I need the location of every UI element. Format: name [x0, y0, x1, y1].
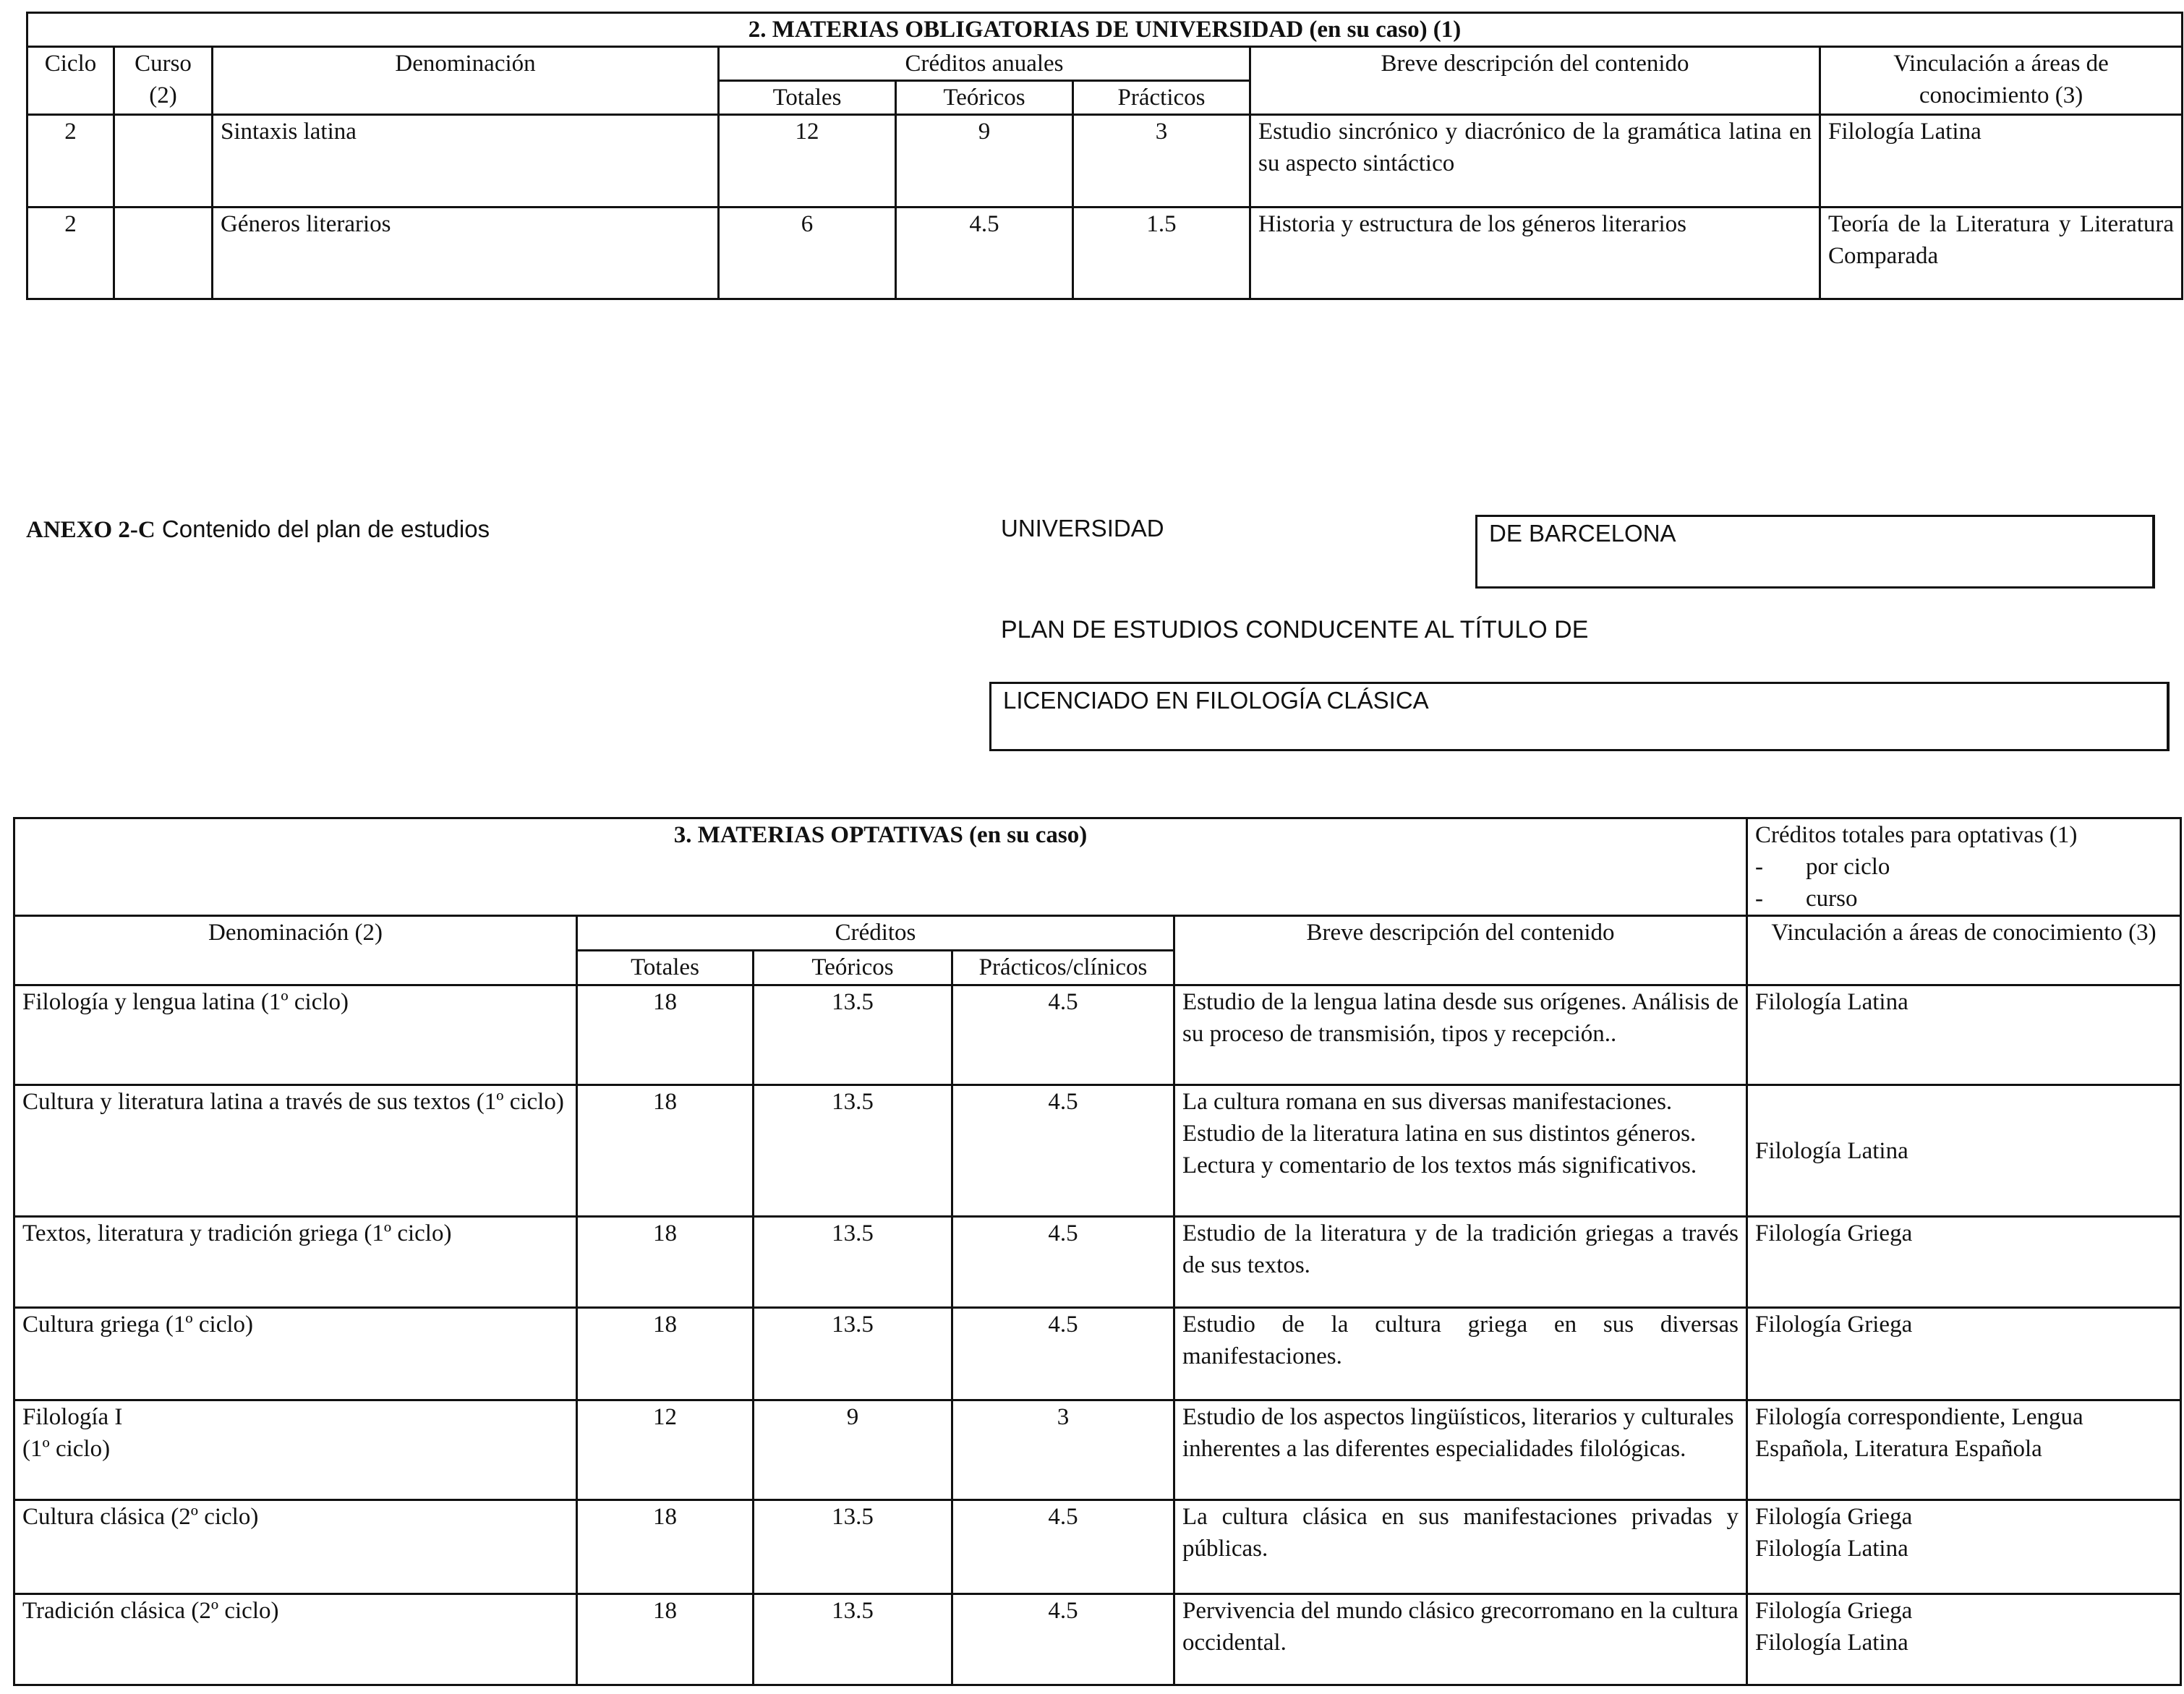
cell-vinculacion-line2: Filología Latina — [1755, 1630, 1908, 1656]
cell-denominacion: Sintaxis latina — [213, 115, 719, 208]
cell-totales: 18 — [577, 1500, 754, 1594]
cell-vinculacion: Filología Griega — [1747, 1217, 2181, 1308]
cell-vinculacion: Filología Latina — [1747, 985, 2181, 1085]
cell-teoricos: 13.5 — [754, 1217, 952, 1308]
cell-curso — [114, 208, 213, 299]
header-teoricos: Teóricos — [754, 951, 952, 985]
cell-denominacion — [14, 1400, 577, 1500]
cell-curso — [114, 115, 213, 208]
section3-title: 3. MATERIAS OPTATIVAS (en su caso) — [14, 818, 1747, 916]
cell-denominacion: Cultura y literatura latina a través de sus textos (1º ciclo) — [14, 1085, 577, 1217]
table-row — [27, 115, 2183, 208]
table-row — [14, 1500, 2181, 1594]
header-totales: Totales — [577, 951, 754, 985]
cell-denominacion-line2: (1º ciclo) — [22, 1436, 111, 1462]
cell-denominacion: Cultura griega (1º ciclo) — [14, 1308, 577, 1400]
header-vinculacion: Vinculación a áreas de conocimiento (3) — [1820, 47, 2183, 115]
header-denominacion: Denominación — [213, 47, 719, 115]
cell-vinculacion: Filología Griega — [1747, 1308, 2181, 1400]
cell-denominacion-line1: Filología I — [22, 1404, 123, 1430]
cell-totales: 12 — [719, 115, 896, 208]
list-item — [1755, 851, 2172, 883]
list-item — [1755, 883, 2172, 915]
header-denominacion: Denominación (2) — [14, 916, 577, 985]
anexo-label: ANEXO 2-C — [26, 517, 155, 543]
cell-denominacion: Cultura clásica (2º ciclo) — [14, 1500, 577, 1594]
cell-totales: 18 — [577, 985, 754, 1085]
optativas-table — [13, 817, 2182, 1686]
cell-descripcion: Historia y estructura de los géneros literarios — [1250, 208, 1820, 299]
cell-vinculacion: Filología Latina — [1820, 115, 2183, 208]
header-creditos: Créditos anuales — [719, 47, 1250, 81]
section2-title: 2. MATERIAS OBLIGATORIAS DE UNIVERSIDAD (en su caso) (1) — [27, 13, 2183, 47]
cell-practicos: 4.5 — [952, 1217, 1174, 1308]
header-practicos: Prácticos/clínicos — [952, 951, 1174, 985]
cell-teoricos: 13.5 — [754, 1085, 952, 1217]
cell-practicos: 4.5 — [952, 1500, 1174, 1594]
anexo-heading — [26, 516, 490, 544]
table-row — [14, 985, 2181, 1085]
header-curso — [114, 47, 213, 115]
cell-vinculacion-line1: Filología Griega — [1755, 1598, 1913, 1624]
header-curso-line2: (2) — [149, 82, 177, 108]
list-item-text: por ciclo — [1806, 854, 1890, 880]
cell-descripcion: Estudio de la literatura y de la tradición griegas a través de sus textos. — [1174, 1217, 1747, 1308]
table-row — [27, 208, 2183, 299]
table-row — [14, 1594, 2181, 1685]
creditos-totales-label: Créditos totales para optativas (1) — [1755, 822, 2078, 848]
cell-descripcion: La cultura romana en sus diversas manifestaciones. Estudio de la literatura latina en sus distintos géneros. Lectura y comentario de los textos más significativos. — [1174, 1085, 1747, 1217]
cell-totales: 6 — [719, 208, 896, 299]
header-totales: Totales — [719, 81, 896, 115]
table-row — [14, 1308, 2181, 1400]
cell-vinculacion: Filología correspondiente, Lengua Española, Literatura Española — [1747, 1400, 2181, 1500]
cell-teoricos: 13.5 — [754, 1500, 952, 1594]
cell-teoricos: 9 — [896, 115, 1073, 208]
header-descripcion: Breve descripción del contenido — [1174, 916, 1747, 985]
cell-descripcion: Pervivencia del mundo clásico grecorromano en la cultura occidental. — [1174, 1594, 1747, 1685]
creditos-totales-list — [1755, 851, 2172, 915]
cell-descripcion: Estudio de los aspectos lingüísticos, literarios y culturales inherentes a las diferentes especialidades filológicas. — [1174, 1400, 1747, 1500]
cell-descripcion: Estudio de la cultura griega en sus diversas manifestaciones. — [1174, 1308, 1747, 1400]
header-descripcion: Breve descripción del contenido — [1250, 47, 1820, 115]
titulo-field — [989, 682, 2170, 751]
header-vinculacion: Vinculación a áreas de conocimiento (3) — [1747, 916, 2181, 985]
cell-totales: 12 — [577, 1400, 754, 1500]
cell-ciclo: 2 — [27, 115, 114, 208]
cell-vinculacion — [1747, 1594, 2181, 1685]
header-teoricos: Teóricos — [896, 81, 1073, 115]
cell-practicos: 4.5 — [952, 985, 1174, 1085]
header-creditos: Créditos — [577, 916, 1174, 951]
cell-descripcion: La cultura clásica en sus manifestaciones privadas y públicas. — [1174, 1500, 1747, 1594]
cell-totales: 18 — [577, 1594, 754, 1685]
titulo-value: LICENCIADO EN FILOLOGÍA CLÁSICA — [1003, 687, 1429, 714]
cell-totales: 18 — [577, 1085, 754, 1217]
cell-teoricos: 4.5 — [896, 208, 1073, 299]
table-row — [14, 1217, 2181, 1308]
universidad-label: UNIVERSIDAD — [1001, 515, 1164, 542]
cell-teoricos: 13.5 — [754, 985, 952, 1085]
plan-label: PLAN DE ESTUDIOS CONDUCENTE AL TÍTULO DE — [1001, 616, 1589, 643]
table-row — [14, 1085, 2181, 1217]
cell-descripcion: Estudio de la lengua latina desde sus orígenes. Análisis de su proceso de transmisión, tipos y recepción.. — [1174, 985, 1747, 1085]
anexo-text: Contenido del plan de estudios — [155, 516, 490, 542]
cell-vinculacion-line2: Filología Latina — [1755, 1536, 1908, 1562]
cell-denominacion: Géneros literarios — [213, 208, 719, 299]
cell-practicos: 3 — [952, 1400, 1174, 1500]
cell-denominacion: Textos, literatura y tradición griega (1º ciclo) — [14, 1217, 577, 1308]
cell-teoricos: 13.5 — [754, 1308, 952, 1400]
cell-teoricos: 13.5 — [754, 1594, 952, 1685]
header-curso-line1: Curso — [135, 51, 192, 77]
cell-practicos: 4.5 — [952, 1308, 1174, 1400]
table-row — [14, 1400, 2181, 1500]
cell-denominacion: Tradición clásica (2º ciclo) — [14, 1594, 577, 1685]
cell-practicos: 3 — [1073, 115, 1250, 208]
cell-practicos: 4.5 — [952, 1085, 1174, 1217]
obligatorias-table — [26, 12, 2183, 300]
cell-vinculacion — [1747, 1500, 2181, 1594]
cell-teoricos: 9 — [754, 1400, 952, 1500]
cell-vinculacion-line1: Filología Griega — [1755, 1504, 1913, 1530]
cell-denominacion: Filología y lengua latina (1º ciclo) — [14, 985, 577, 1085]
universidad-field — [1475, 515, 2155, 589]
header-practicos: Prácticos — [1073, 81, 1250, 115]
cell-totales: 18 — [577, 1308, 754, 1400]
cell-vinculacion: Filología Latina — [1747, 1085, 2181, 1217]
creditos-totales-cell — [1747, 818, 2181, 916]
cell-vinculacion: Teoría de la Literatura y Literatura Comparada — [1820, 208, 2183, 299]
cell-descripcion: Estudio sincrónico y diacrónico de la gramática latina en su aspecto sintáctico — [1250, 115, 1820, 208]
universidad-value: DE BARCELONA — [1489, 520, 1676, 547]
cell-practicos: 4.5 — [952, 1594, 1174, 1685]
cell-totales: 18 — [577, 1217, 754, 1308]
header-ciclo: Ciclo — [27, 47, 114, 115]
cell-practicos: 1.5 — [1073, 208, 1250, 299]
cell-ciclo: 2 — [27, 208, 114, 299]
list-item-text: curso — [1806, 886, 1858, 912]
